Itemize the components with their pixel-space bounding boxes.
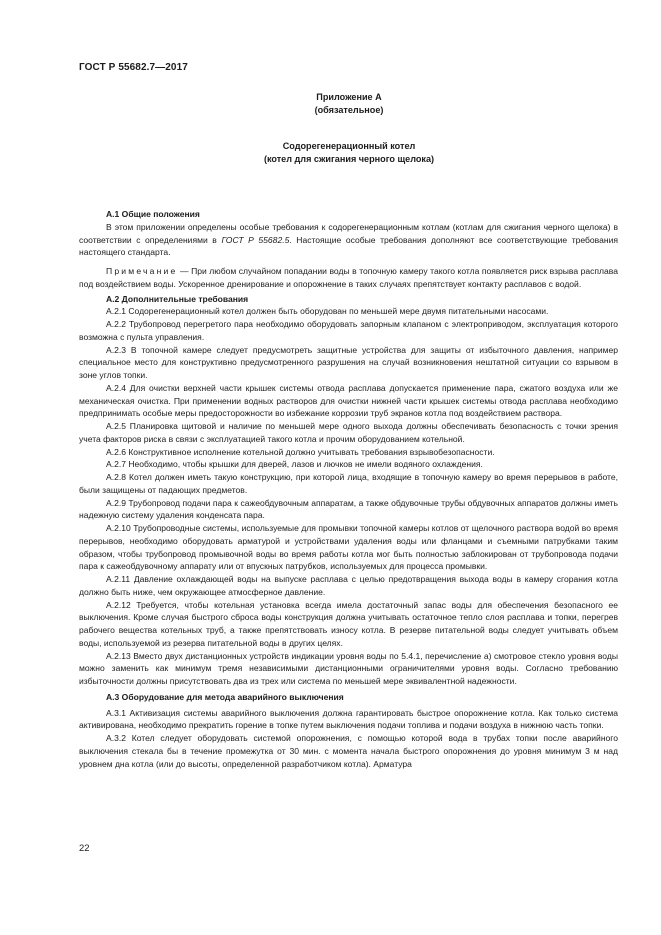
paragraph-a1-text: В этом приложении определены особые требования к содорегенерационным котлам (котлам для сжигания черного щелока) в соответствии с определениями в [79,221,618,245]
appendix-heading-line2: (котел для сжигания черного щелока) [263,154,435,164]
clause-a2-10: А.2.10 Трубопроводные системы, используемые для промывки топочной камеры котлов от щелочного раствора водой во время перерывов, необходимо оборудовать арматурой и устройствами удаления воды или фланцами и съемными патрубками таким образом, чтобы трубопровод промывочной воды во время работы котла мог быть полностью заблокирован от трубопровода подачи пара к сажеобдувочному аппарату или от впускных патрубков, используемых для процесса промывки. [79,523,618,572]
clause-a2-13: А.2.13 Вместо двух дистанционных устройств индикации уровня воды по 5.4.1, перечисление а) смотровое стекло уровня воды можно заменить как минимум тремя независимыми дистанционными ограничителями уровня воды. Согласно требованию избыточности должны присутствовать два из трех или система по меньшей мере эквивалентной надежности. [79,650,618,686]
standard-number: ГОСТ Р 55682.7—2017 [79,62,188,73]
note [79,265,618,291]
page-number: 22 [79,843,90,854]
clause-a2-7: А.2.7 Необходимо, чтобы крышки для дверей, лазов и лючков не имели водяного охлаждения. [106,459,483,470]
clause-a2-4: А.2.4 Для очистки верхней части крышек системы отвода расплава допускается применение пара, сжатого воздуха или же механическая очистка. При применении водных растворов для очистки нижней части крышек системы отвода расплава необходимо предпринимать особые меры предосторожности во избежание коррозии труб экранов котла под воздействием раствора. [79,382,618,419]
paragraph-a1-text-end: . Настоящие особые требования дополняют все соответствующие требования настоящего стандарта. [79,234,618,258]
clause-a2-6: А.2.6 Конструктивное исполнение котельной должно учитывать требования взрывобезопасности. [106,446,495,457]
clause-a2-1: А.2.1 Содорегенерационный котел должен быть оборудован по меньшей мере двумя питательными насосами. [106,306,549,317]
appendix-title: Приложение А [316,92,382,102]
clause-a2-5: А.2.5 Планировка щитовой и наличие по меньшей мере одного выхода должны обеспечивать безопасность с точки зрения учета факторов риска в связи с эксплуатацией такого котла и прочим оборудованием котельной. [79,421,618,444]
section-heading-a1: А.1 Общие положения [106,209,200,219]
clause-a2-9: А.2.9 Трубопровод подачи пара к сажеобдувочным аппаратам, а также обдувочные трубы обдувочных аппаратов должны иметь надежную систему удаления конденсата пара. [79,497,618,521]
appendix-heading-line1: Содорегенерационный котел [282,141,416,151]
paragraph-a1 [79,221,618,259]
appendix-status: (обязательное) [314,105,384,115]
clause-a2-2: А.2.2 Трубопровод перегретого пара необходимо оборудовать запорным клапаном с электроприводом, эксплуатация которого возможна с пульта управления. [79,319,618,342]
standard-reference: ГОСТ Р 55682.5 [221,234,290,245]
clause-a3-2: А.3.2 Котел следует оборудовать системой опорожнения, с помощью которой вода в трубах топки после аварийного выключения стекала бы в течение промежутка от 30 мин. с момента начала быстрого опорожнения до уровня минимум 3 м над уровнем дна котла (или до высоты, определенной разработчиком котла). Арматура [79,733,618,769]
clause-a2-3: А.2.3 В топочной камере следует предусмотреть защитные устройства для защиты от избыточного давления, например специальное место для конструктивно предусмотренного разрушения на случай возникновения нештатной ситуации со взрывом в зоне углов топки. [79,344,618,380]
note-text: — При любом случайном попадании воды в топочную камеру такого котла появляется риск взрыва расплава под воздействием воды. Ускоренное дренирование и опорожнение в таких случаях препятствует контакту расплавов с водой. [79,266,618,289]
note-label: Примечание [106,266,178,276]
section-heading-a2: А.2 Дополнительные требования [106,293,249,304]
section-heading-a3: А.3 Оборудование для метода аварийного выключения [106,691,344,702]
clause-a2-8: А.2.8 Котел должен иметь такую конструкцию, при которой лица, входящие в топочную камеру во время перерывов в работе, были защищены от падающих предметов. [79,472,618,495]
clause-a3-1: А.3.1 Активизация системы аварийного выключения должна гарантировать быстрое опорожнение котла. Как только система активирована, необходимо прекратить горение в топке путем выключения подачи топлива и подачи воздуха в нижнюю часть топки. [79,707,618,731]
body-text [79,208,618,770]
clause-a2-12: А.2.12 Требуется, чтобы котельная установка всегда имела достаточный запас воды для обеспечения безопасного ее выключения. Кроме случая быстрого сброса воды конструкция должна учитывать остаточное тепло слоя расплава и топки, перегрев рабочего вещества котельных труб, а также препятствовать износу котла. В резерве питательной воды следует учитывать объем воды, используемой из резерва питательной воды в других целях. [79,599,618,648]
clause-a2-11: А.2.11 Давление охлаждающей воды на выпуске расплава с целью предотвращения выхода воды в камеру сгорания котла должно быть ниже, чем окружающее атмосферное давление. [79,574,618,597]
